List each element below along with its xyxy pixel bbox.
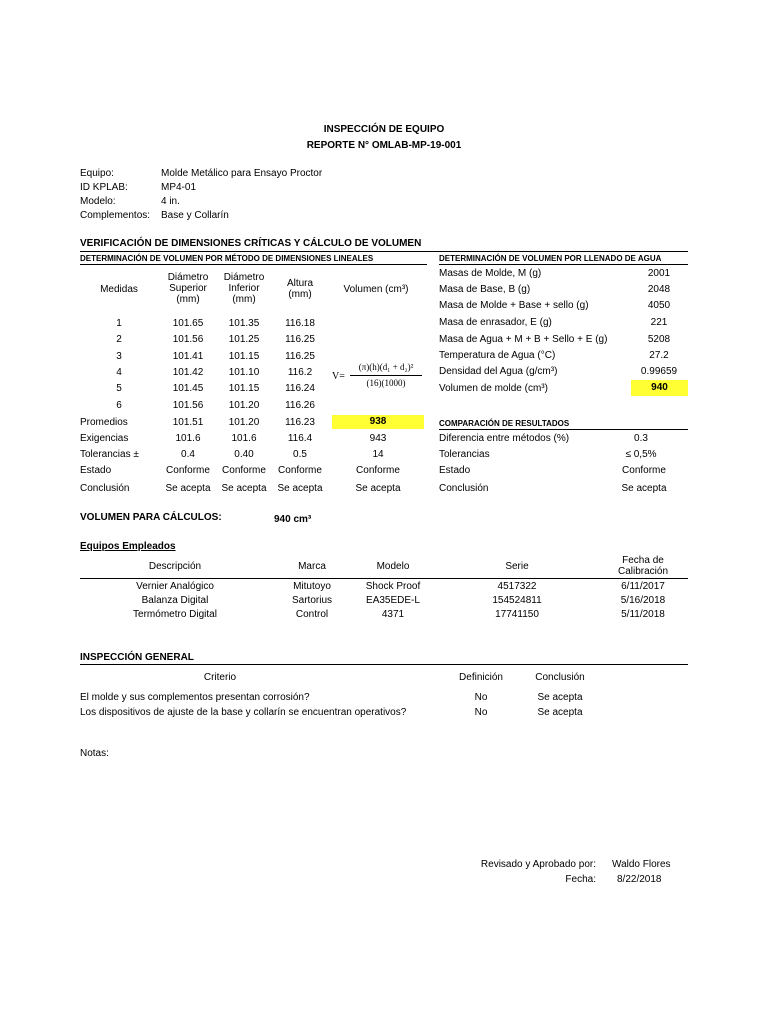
cell-alt: 116.2 xyxy=(287,367,313,378)
cell-sup: 101.45 xyxy=(172,383,204,394)
estado-sup: Conforme xyxy=(166,465,210,476)
water-label: Masas de Molde, M (g) xyxy=(439,268,542,279)
inspeccion-definicion: No xyxy=(474,692,488,703)
inspeccion-col-criterio: Criterio xyxy=(203,672,237,683)
promedios-inf: 101.20 xyxy=(228,417,260,428)
cell-alt: 116.25 xyxy=(285,334,315,345)
equipos-col-marca: Marca xyxy=(298,561,326,572)
exigencias-alt: 116.4 xyxy=(287,433,313,444)
water-value: 2001 xyxy=(647,268,671,279)
divider xyxy=(80,264,427,265)
divider xyxy=(80,664,688,665)
row-index: 2 xyxy=(116,334,122,345)
comparison-title: COMPARACIÓN DE RESULTADOS xyxy=(439,419,570,428)
col-header-medidas: Medidas xyxy=(100,284,138,295)
estado-alt: Conforme xyxy=(278,465,322,476)
exigencias-volumen: 943 xyxy=(369,433,387,444)
water-value: 27.2 xyxy=(649,350,669,361)
fecha-label: Fecha: xyxy=(565,874,596,885)
info-label: Modelo: xyxy=(80,196,116,207)
equipos-title: Equipos Empleados xyxy=(80,541,176,552)
water-value: 5208 xyxy=(647,334,671,345)
cell-inf: 101.25 xyxy=(228,334,260,345)
formula-numerator: (π)(h)(d₁ + d₂)² xyxy=(358,362,414,372)
conclusion-inf: Se acepta xyxy=(221,483,267,494)
linear-method-title: DETERMINACIÓN DE VOLUMEN POR MÉTODO DE DIMENSIONES LINEALES xyxy=(80,254,374,263)
conclusion-label: Conclusión xyxy=(80,483,130,494)
tolerancias-alt: 0.5 xyxy=(293,449,307,460)
row-index: 6 xyxy=(116,400,122,411)
col-header-altura: Altura (mm) xyxy=(286,278,314,300)
equipos-col-serie: Serie xyxy=(505,561,529,572)
promedios-alt: 116.23 xyxy=(285,417,315,428)
cell-alt: 116.18 xyxy=(285,318,315,329)
water-label: Masa de Agua + M + B + Sello + E (g) xyxy=(439,334,608,345)
water-label: Temperatura de Agua (°C) xyxy=(439,350,556,361)
report-number: REPORTE N° OMLAB-MP-19-001 xyxy=(306,140,462,151)
comp-value: Conforme xyxy=(622,465,666,476)
equipos-col-modelo: Modelo xyxy=(376,561,410,572)
revisado-label: Revisado y Aprobado por: xyxy=(480,859,596,870)
revisado-value: Waldo Flores xyxy=(612,859,671,870)
cell-inf: 101.15 xyxy=(228,383,260,394)
equipo-fecha: 6/11/2017 xyxy=(621,581,665,592)
volumen-calculo-value: 940 cm³ xyxy=(274,514,312,525)
equipo-marca: Control xyxy=(295,609,329,620)
conclusion-alt: Se acepta xyxy=(277,483,323,494)
cell-sup: 101.65 xyxy=(172,318,204,329)
row-index: 1 xyxy=(116,318,122,329)
equipo-serie: 17741150 xyxy=(495,609,539,620)
exigencias-label: Exigencias xyxy=(80,433,129,444)
col-header-volumen: Volumen (cm³) xyxy=(343,284,409,295)
comp-label: Tolerancias xyxy=(439,449,490,460)
water-label: Volumen de molde (cm³) xyxy=(439,383,548,394)
info-value: 4 in. xyxy=(161,196,180,207)
inspeccion-conclusion: Se acepta xyxy=(537,692,583,703)
water-value: 0.99659 xyxy=(640,366,678,377)
row-index: 5 xyxy=(116,383,122,394)
cell-sup: 101.56 xyxy=(172,334,204,345)
equipo-desc: Balanza Digital xyxy=(141,595,209,606)
promedios-label: Promedios xyxy=(80,417,128,428)
conclusion-sup: Se acepta xyxy=(165,483,211,494)
tolerancias-inf: 0.40 xyxy=(234,449,254,460)
equipo-serie: 4517322 xyxy=(497,581,537,592)
divider xyxy=(439,264,688,265)
water-method-title: DETERMINACIÓN DE VOLUMEN POR LLENADO DE AGUA xyxy=(439,254,662,263)
inspeccion-criterio: Los dispositivos de ajuste de la base y collarín se encuentran operativos? xyxy=(80,707,407,718)
water-label: Masa de enrasador, E (g) xyxy=(439,317,552,328)
comp-value: 0.3 xyxy=(634,433,648,444)
col-header-diam-sup: Diámetro Superior (mm) xyxy=(167,272,209,305)
equipos-col-desc: Descripción xyxy=(148,561,202,572)
cell-sup: 101.56 xyxy=(172,400,204,411)
inspeccion-conclusion: Se acepta xyxy=(537,707,583,718)
equipo-marca: Mitutoyo xyxy=(293,581,331,592)
divider xyxy=(439,429,688,430)
doc-title: INSPECCIÓN DE EQUIPO xyxy=(323,124,445,135)
volumen-calculo-label: VOLUMEN PARA CÁLCULOS: xyxy=(80,512,222,523)
equipo-serie: 154524811 xyxy=(492,595,542,606)
equipos-col-fecha: Fecha de Calibración xyxy=(617,555,669,577)
estado-volumen: Conforme xyxy=(356,465,400,476)
tolerancias-volumen: 14 xyxy=(372,449,384,460)
row-index: 3 xyxy=(116,351,122,362)
water-value: 221 xyxy=(650,317,668,328)
inspeccion-col-definicion: Definición xyxy=(459,672,503,683)
equipo-fecha: 5/11/2018 xyxy=(621,609,665,620)
water-label: Masa de Molde + Base + sello (g) xyxy=(439,300,589,311)
water-label: Masa de Base, B (g) xyxy=(439,284,531,295)
equipo-marca: Sartorius xyxy=(291,595,332,606)
tolerancias-label: Tolerancias ± xyxy=(80,449,139,460)
cell-inf: 101.20 xyxy=(228,400,260,411)
cell-alt: 116.24 xyxy=(285,383,315,394)
divider xyxy=(80,578,688,579)
cell-inf: 101.10 xyxy=(228,367,260,378)
comp-value: Se acepta xyxy=(621,483,667,494)
promedios-volumen: 938 xyxy=(332,415,424,429)
inspeccion-definicion: No xyxy=(474,707,488,718)
exigencias-inf: 101.6 xyxy=(231,433,257,444)
exigencias-sup: 101.6 xyxy=(175,433,201,444)
promedios-sup: 101.51 xyxy=(172,417,204,428)
comp-label: Diferencia entre métodos (%) xyxy=(439,433,570,444)
equipo-modelo: EA35EDE-L xyxy=(366,595,420,606)
estado-inf: Conforme xyxy=(222,465,266,476)
water-volume-value: 940 xyxy=(631,380,688,396)
info-label: Equipo: xyxy=(80,168,114,179)
cell-inf: 101.35 xyxy=(228,318,260,329)
equipo-desc: Vernier Analógico xyxy=(136,581,214,592)
tolerancias-sup: 0.4 xyxy=(181,449,195,460)
water-label: Densidad del Agua (g/cm³) xyxy=(439,366,558,377)
water-value: 2048 xyxy=(647,284,671,295)
verif-title: VERIFICACIÓN DE DIMENSIONES CRÍTICAS Y CÁLCULO DE VOLUMEN xyxy=(80,238,422,249)
formula-denominator: (16)(1000) xyxy=(366,378,406,388)
inspeccion-col-conclusion: Conclusión xyxy=(535,672,585,683)
comp-label: Conclusión xyxy=(439,483,489,494)
cell-inf: 101.15 xyxy=(228,351,260,362)
cell-sup: 101.41 xyxy=(172,351,204,362)
conclusion-volumen: Se acepta xyxy=(355,483,401,494)
inspeccion-criterio: El molde y sus complementos presentan corrosión? xyxy=(80,692,310,703)
equipo-desc: Termómetro Digital xyxy=(133,609,217,620)
row-index: 4 xyxy=(116,367,122,378)
equipo-fecha: 5/16/2018 xyxy=(620,595,666,606)
divider xyxy=(80,251,688,252)
volume-formula xyxy=(332,362,422,392)
equipo-modelo: 4371 xyxy=(381,609,405,620)
formula-fraction-bar xyxy=(350,375,422,376)
comp-label: Estado xyxy=(439,465,471,476)
cell-alt: 116.26 xyxy=(285,400,315,411)
info-value: Molde Metálico para Ensayo Proctor xyxy=(161,168,323,179)
formula-lhs: V= xyxy=(332,371,345,382)
info-value: MP4-01 xyxy=(161,182,197,193)
water-value: 4050 xyxy=(647,300,671,311)
info-value: Base y Collarín xyxy=(161,210,229,221)
cell-sup: 101.42 xyxy=(172,367,204,378)
inspeccion-title: INSPECCIÓN GENERAL xyxy=(80,652,194,663)
estado-label: Estado xyxy=(80,465,112,476)
info-label: Complementos: xyxy=(80,210,151,221)
comp-value: ≤ 0,5% xyxy=(625,449,657,460)
equipo-modelo: Shock Proof xyxy=(365,581,421,592)
info-label: ID KPLAB: xyxy=(80,182,128,193)
cell-alt: 116.25 xyxy=(285,351,315,362)
fecha-value: 8/22/2018 xyxy=(617,874,662,885)
col-header-diam-inf: Diámetro Inferior (mm) xyxy=(223,272,265,305)
notas-label: Notas: xyxy=(80,748,109,759)
